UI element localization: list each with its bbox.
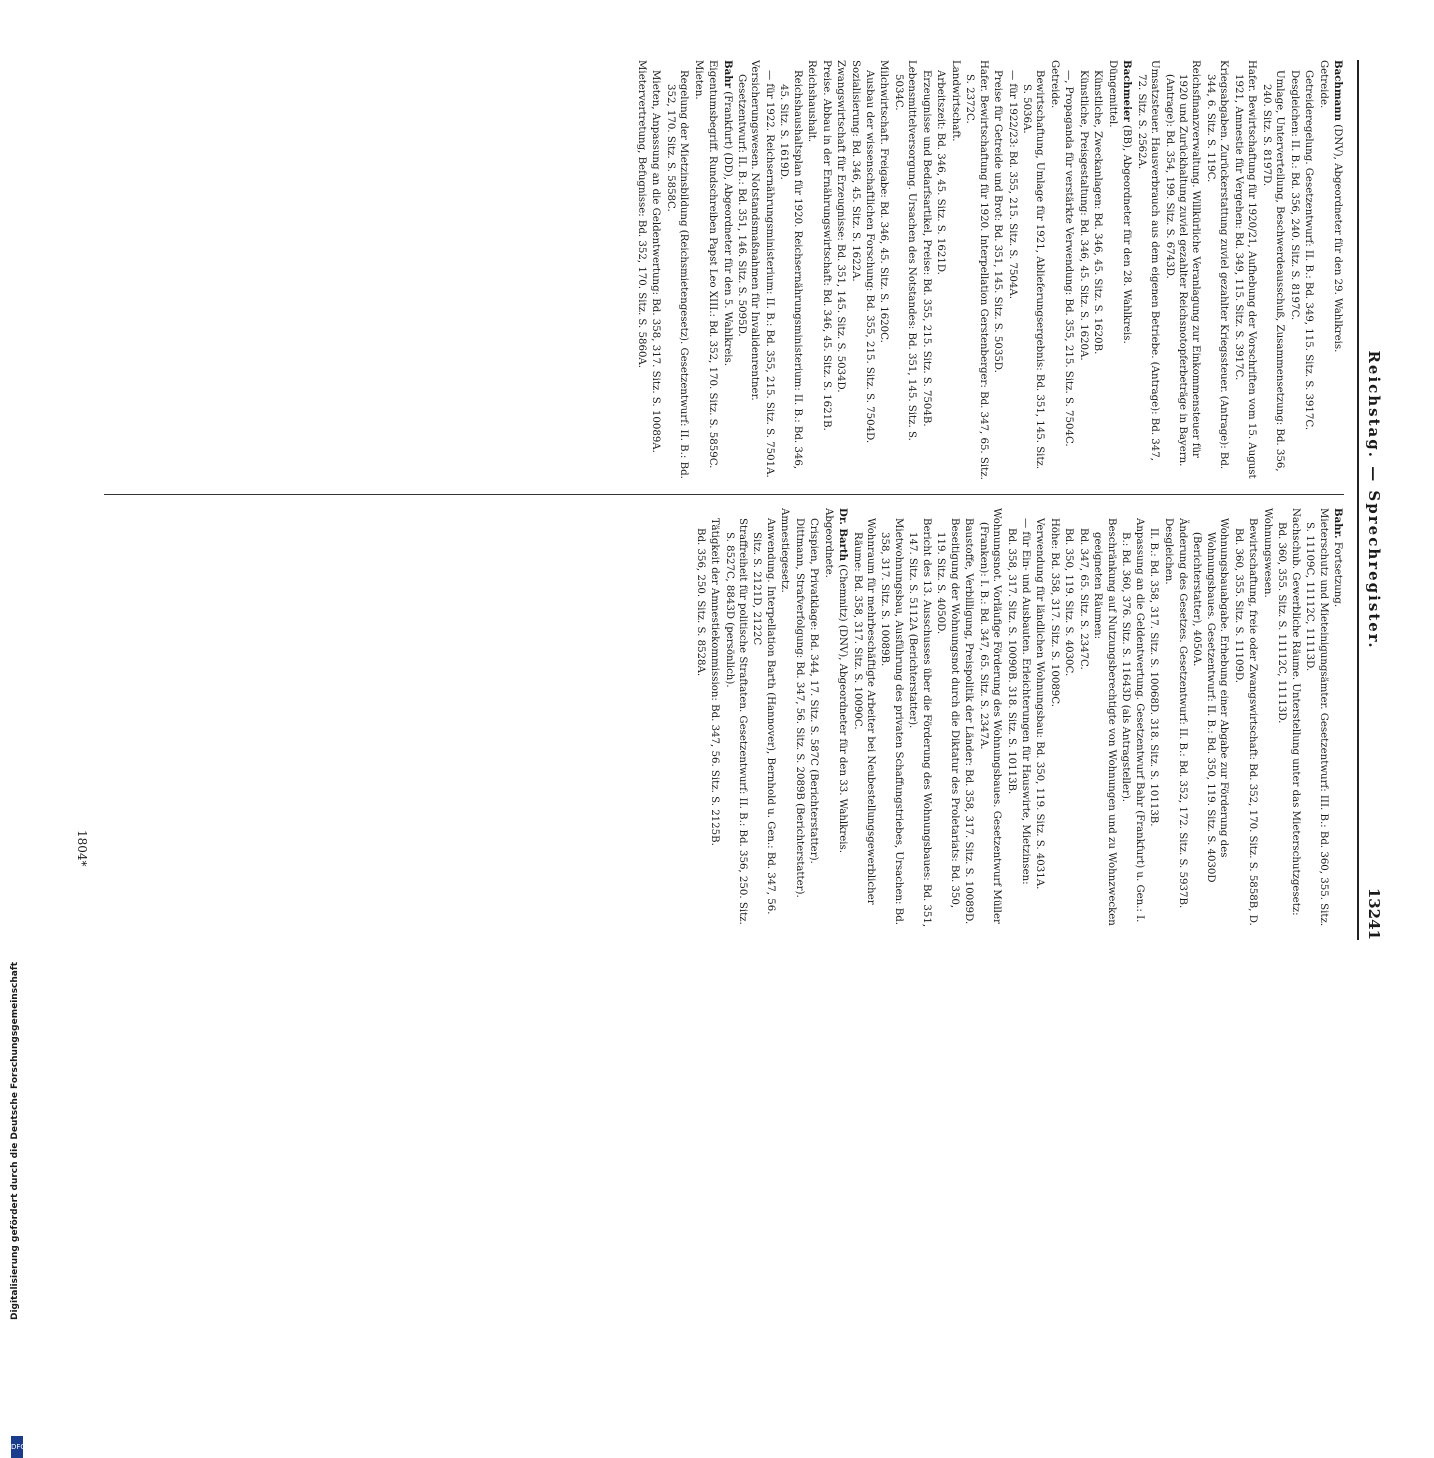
register-entry: Straffreiheit für politische Straftaten. Gesetzentwurf: II. B.: Bd. 356, 250. Sitz. S. 8527C, 8843D (persönlich). [723,518,748,925]
register-entry: Wohnungsnot. Vorläufige Förderung des Wohnungsbaues. Gesetzentwurf Müller (Franken): I. B.: Bd. 347, 65. Sitz. S. 2347A. [977,508,1003,924]
register-entry: Düngemittel. [1106,60,1118,128]
register-entry: Künstliche, Zweckanlagen: Bd. 346, 45. Sitz. S. 1620B. [1092,70,1104,355]
digitization-credit-text: Digitalisierung gefördert durch die Deutsche Forschungsgemeinschaft [10,961,20,1320]
speaker-name: Bachmeier [1121,60,1134,122]
register-entry: Umsatzsteuer. Hausverbrauch aus dem eigenen Betriebe. (Antrage): Bd. 347, 72. Sitz. S. 2562A. [1135,60,1161,461]
register-entry: Crispien, Privatklage: Bd. 344, 17. Sitz. S. 587C (Berichterstatter). [808,518,820,864]
register-entry: Preise. Abbau in der Ernährungswirtschaft: Bd. 346, 45. Sitz. S. 1621B. [820,60,832,431]
register-entry: Lebensmittelversorgung. Ursachen des Notstandes: Bd. 351, 145. Sitz. S. 5034C. [892,60,918,441]
header-title: Reichstag. — Sprechregister. [1365,350,1383,650]
register-entry: Künstliche, Preisgestaltung: Bd. 346, 45. Sitz. S. 1620A. [1077,70,1089,361]
register-entry: Amnestiegesetz. [779,508,791,593]
speaker-detail: (DNV), Abgeordneter für den 29. Wahlkreis. [1332,121,1343,353]
register-entry: Hafer. Bewirtschaftung für 1920. Interpellation Gerstenberger: Bd. 347, 65. Sitz. S. 2372C. [964,60,989,480]
digitization-note [10,120,26,1451]
speaker-detail: (Frankfurt) (DD), Abgeordneter für den 5. Wahlkreis. [721,88,733,367]
register-entry: Landwirtschaft. [949,60,961,142]
register-entry: Hafer. Bewirtschaftung für 1920/21, Aufhebung der Vorschriften vom 15. August 1921, Amnestie für Vergehen: Bd. 349, 115. Sitz. S. 3917C. [1232,60,1258,479]
header-page-number: 13241 [1365,887,1383,940]
dfg-logo-badge: DFG [11,1436,23,1458]
register-entry: II. B.: Bd. 358, 317. Sitz. S. 10068D. 318. Sitz. S. 10113B. [1148,528,1160,827]
register-entry: Wohnraum für mehrbeschäftigte Arbeiter bei Neubestellungsgewerblicher Räume: Bd. 358, 317. Sitz. S. 10090C. [851,518,877,905]
speaker-detail: Fortsetzung. [1332,538,1343,608]
register-entry: Bd. 347, 65. Sitz. S. 2347C. [1077,528,1089,670]
register-entry: Bd. 358, 317. Sitz. S. 10090B. 318. Sitz. S. 10113B. [1005,528,1017,795]
register-entry: Baustoffe, Verbilligung, Preispolitik der Länder: Bd. 358, 317. Sitz. S. 10089D. [963,518,975,925]
register-entry: —, Propaganda für verstärkte Verwendung: Bd. 355, 215. Sitz. S. 7504C. [1063,70,1075,447]
register-entry: Versicherungswesen. Notstandsmaßnahmen für Invalidenrentner. Gesetzentwurf: II. B.: Bd. 351, 146. Sitz. S. 5095D. [735,60,761,401]
register-entry: Reichsfinanzverwaltung. Willkürliche Veranlagung zur Einkommensteuer für 1920 und Zurückhaltung zuviel gezahlter Reichsnotopferbeträge in Bayern. (Antrage): Bd. 354, 199. Sitz. S. 6743D. [1163,60,1202,467]
register-entry: Eigentumsbegriff. Rundschreiben Papst Leo XIII.: Bd. 352, 170. Sitz. S. 5859C. [707,60,719,469]
register-entry: Desgleichen. [1162,518,1174,585]
register-entry: Bd. 356, 250. Sitz. S. 8528A. [694,528,706,677]
register-entry: Bewirtschaftung, Umlage für 1921, Ablieferungsergebnis: Bd. 351, 145. Sitz. S. 5036A. [1021,70,1046,470]
register-entry: — für 1922. Reichsernährungsministerium: II. B.: Bd. 355, 215. Sitz. S. 7501A. [763,70,775,478]
register-column-left [104,60,1344,480]
register-entry [1331,60,1344,480]
register-entry [836,508,849,928]
register-entry: Anpassung an die Geldentwertung. Gesetzentwurf Bahr (Frankfurt) u. Gen.: I. B.: Bd. 360, 376. Sitz. S. 11643D (als Antragsteller). [1120,518,1145,923]
register-entry: Bewirtschaftung, freie oder Zwangswirtschaft: Bd. 352, 170. Sitz. S. 5858B, D. [1247,518,1259,926]
register-entry: Bd. 350, 119. Sitz. S. 4030C. [1063,528,1075,677]
page-header [1357,60,1399,940]
register-entry: Milchwirtschaft. Freigabe: Bd. 346, 45. Sitz. S. 1620C. [878,60,890,343]
register-entry: Änderung des Gesetzes. Gesetzentwurf: II. B.: Bd. 352, 172. Sitz. S. 5937B. [1177,518,1189,909]
register-entry: Erzeugnisse und Bedarfsartikel, Preise: Bd. 355, 215. Sitz. S. 7504B. [920,70,932,427]
speaker-name: Bachmann [1332,60,1344,122]
register-entry: Bericht des 13. Ausschusses über die Förderung des Wohnungsbaues: Bd. 351, 147. Sitz. S. 5112A (Berichterstatter). [907,518,932,928]
register-entry: Mietervertretung, Befugnisse: Bd. 352, 170. Sitz. S. 5860A. [635,60,647,369]
register-entry: Dittmann, Strafverfolgung: Bd. 347, 56. Sitz. S. 2089B (Berichterstatter). [793,518,805,898]
speaker-name: Bahr. [1332,508,1344,539]
register-entry [1331,508,1344,928]
register-entry: Getreideregelung. Gesetzentwurf: II. B.: Bd. 349, 115. Sitz. S. 3917C. [1303,70,1315,431]
register-entry: Mietwohnungsbau, Ausführung des privaten Schaffungstriebes, Ursachen: Bd. 358, 317. Sitz. S. 10089B. [879,518,904,925]
register-entry: Zwangswirtschaft für Erzeugnisse: Bd. 351, 145. Sitz. S. 5034D. [835,60,847,393]
register-entry: Anwendung. Interpellation Barth (Hannover), Bernhold u. Gen.: Bd. 347, 56. Sitz. S. 2121D, 2122C [751,518,776,915]
speaker-name: Dr. Barth [837,508,850,562]
register-entry: Desgleichen: II. B.: Bd. 356, 240. Sitz. S. 8197C. [1288,70,1300,321]
register-entry: Abgeordnete. [822,508,834,578]
register-entry: Nachschub. Gewerbliche Räume. Unterstellung unter das Mieterschutzgesetz: Bd. 360, 355. Sitz. S. 11112C, 11113D. [1276,508,1301,916]
register-column-right [104,508,1344,928]
speaker-name: Bahr [721,60,734,88]
register-entry: Bd. 360, 355. Sitz. S. 11109D. [1232,528,1244,684]
register-entry: — für 1922/23: Bd. 355, 215. Sitz. S. 7504A. [1006,70,1018,299]
column-divider [104,494,1344,495]
register-entry: Kriegsabgaben. Zurückerstattung zuviel gezahlter Kriegssteuer. (Antrage): Bd. 344, 6. Sitz. S. 119C. [1204,60,1230,470]
register-entry: Getreide. [1048,60,1060,109]
speaker-detail: (Chemnitz) (DNV), Abgeordneter für den 33. Wahlkreis. [837,561,849,853]
register-entry: Arbeitszeit: Bd. 346, 45. Sitz. S. 1621D. [935,70,947,275]
register-entry: Beschränkung auf Nutzungsberechtigte von Wohnungen und zu Wohnzwecken geeigneten Räumen: [1092,518,1117,926]
register-entry: Sozialisierung: Bd. 346, 45. Sitz. S. 1622A. [849,60,861,282]
register-entry [1120,60,1133,480]
register-entry: Umlage, Unterverteilung, Beschwerdeausschuß, Zusammensetzung: Bd. 356, 240. Sitz. S. 8197D. [1260,70,1286,472]
register-entry: Ausbau der wissenschaftlichen Forschung: Bd. 355, 215. Sitz. S. 7504D. [864,70,876,444]
register-entry: Höhe: Bd. 358, 317. Sitz. S. 10089C. [1048,518,1060,707]
footer-page-number: 1804* [75,830,89,867]
register-entry: Mieten. [692,60,704,100]
register-entry: Regelung der Mietzinsbildung (Reichsmietengesetz). Gesetzentwurf: II. B.: Bd. 352, 170. Sitz. S. 5858C. [664,70,690,479]
register-entry: Reichshaushalt. [806,60,818,143]
speaker-detail: (BB), Abgeordneter für den 28. Wahlkreis. [1121,121,1133,344]
register-entry: Reichshaushaltsplan für 1920. Reichsernährungsministerium: II. B.: Bd. 346, 45. Sitz. S. 1619D. [778,70,803,470]
register-entry: Verwendung für ländlichen Wohnungsbau: Bd. 350, 119. Sitz. S. 4031A. [1034,518,1046,890]
register-entry: Tätigkeit der Amnestiekommission: Bd. 347, 56. Sitz. S. 2125B. [709,518,721,846]
register-entry: Mieten, Anpassung an die Geldentwertung: Bd. 358, 317. Sitz. S. 10089A. [650,70,662,453]
register-entry: Beseitigung der Wohnungsnot durch die Diktatur des Proletariats: Bd. 350, 119. Sitz. S. 4050D. [935,518,960,909]
register-entry [720,60,733,480]
register-entry: Wohnungsbauabgabe. Erhebung einer Abgabe zur Förderung des Wohnungsbaues. Gesetzentwurf: II. B.: Bd. 350, 119. Sitz. S. 4030D (Berichterstatter), 4050A. [1191,518,1230,883]
register-entry: Getreide. [1317,60,1329,109]
register-entry: — für Ein- und Ausbauten. Erleichterungen für Hauswirte, Mietzinsen: [1020,518,1032,885]
register-entry: Wohnungswesen. [1261,508,1273,598]
register-entry: Mieterschutz und Mieteinigungsämter. Gesetzentwurf: III. B.: Bd. 360, 355. Sitz. S. 11109C, 11112C, 11113D. [1304,508,1329,927]
register-entry: Preise für Getreide und Brot: Bd. 351, 145. Sitz. S. 5035D. [992,70,1004,373]
